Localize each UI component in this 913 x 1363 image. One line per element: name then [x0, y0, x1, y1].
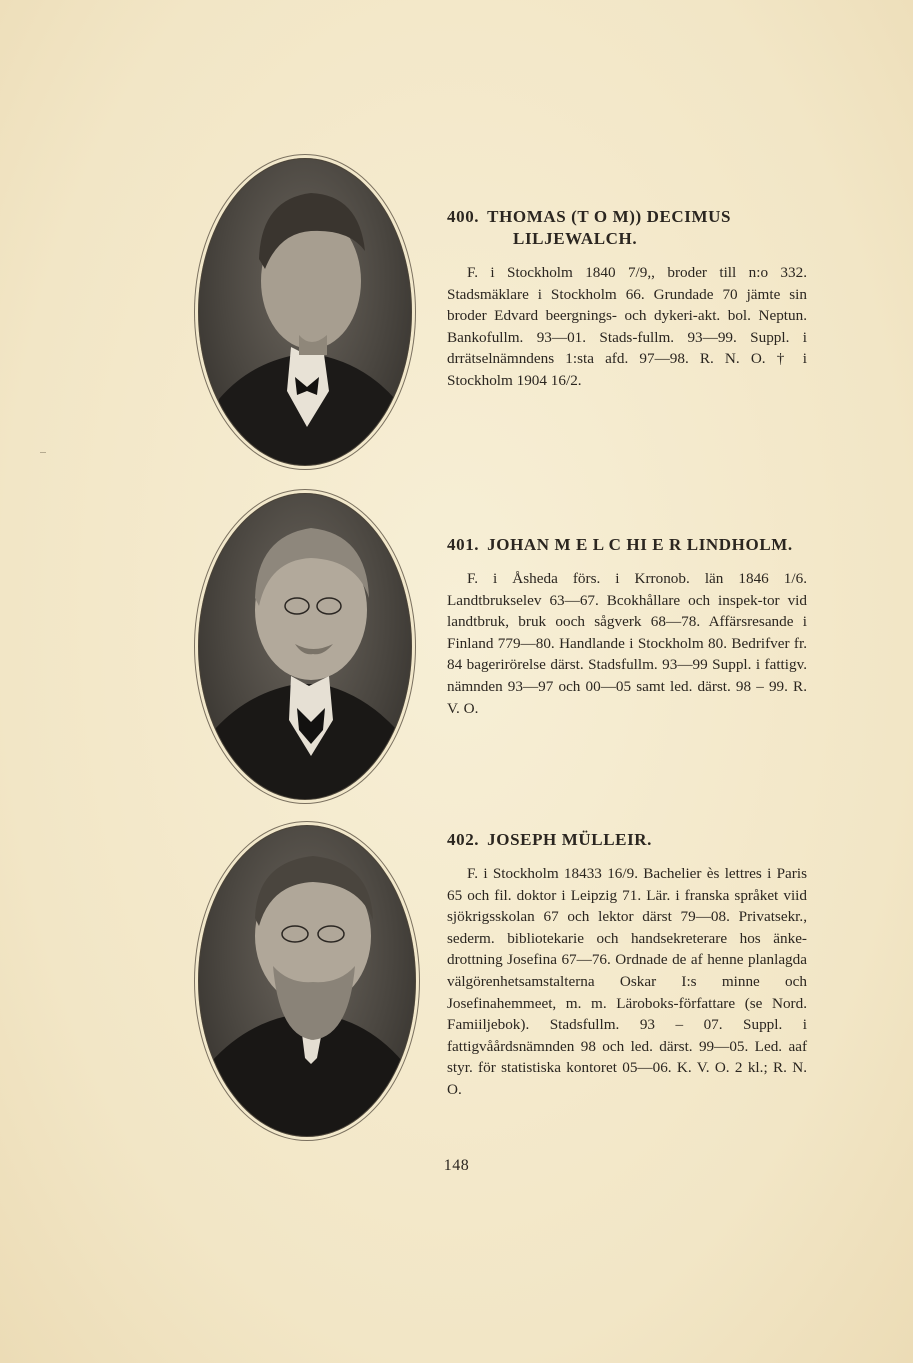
entry-name: JOHAN M E L C HI E R LINDHOLM. — [487, 535, 793, 554]
entry-text: F. i Stockholm 18433 16/9. Bachelier ès lettres i Paris 65 och fil. doktor i Leipzig 71. Lär. i franska språket viid sjökrigsskolan 67 och lektor därst 79—08. Privatsekr., sederm. bibliotekarie och handsekreterare hos änke-drottning Josefina 67—76. Ordnade de af henne planlagda välgörenhetsamstalterna Oskar I:s minne och Josefinahemmeet, m. m. Läroboks-författare (se Nord. Famiiljebok). Stadsfullm. 93 – 07. Suppl. i fattigvåårdsnämnden 98 och led. därst. 99—05. Led. aaf styr. för statistiska kontoret 05—06. K. V. O. 2 kl.; R. N. O. — [447, 865, 807, 1098]
portrait-photo-401 — [198, 493, 412, 800]
entry-name-continued: LILJEWALCH. — [513, 229, 638, 248]
entry-heading — [447, 206, 807, 250]
portrait-photo-400 — [198, 158, 412, 466]
portrait-silhouette-401 — [199, 494, 411, 799]
entry-name: THOMAS (T O M)) DECIMUS — [487, 207, 732, 226]
entry-number: 401. — [447, 535, 480, 554]
entry-number: 402. — [447, 830, 480, 849]
biography-entry-400 — [447, 206, 807, 392]
portrait-silhouette-402 — [199, 826, 415, 1136]
biography-entry-402 — [447, 829, 807, 1101]
biography-entry-401 — [447, 534, 807, 719]
page-number: 148 — [443, 1157, 470, 1174]
entry-number: 400. — [447, 207, 480, 226]
entry-text: F. i Åsheda förs. i Krronob. län 1846 1/6. Landtbrukselev 63—67. Bcokhållare och inspek-tor vid landtbruk, bruk ooch sågverk 68—78. Affärsresande i Finland 779—80. Handlande i Stockholm 80. Bedrifver fr. 84 bagerirörelse därst. Stadsfullm. 93—99 Suppl. i fattigv. nämnden 93—97 och 00—05 samt led. därst. 98 – 99. R. V. O. — [447, 570, 807, 717]
entry-name: JOSEPH MÜLLEIR. — [487, 830, 653, 849]
entry-heading — [447, 829, 807, 851]
entry-text: F. i Stockholm 1840 7/9,, broder till n:o 332. Stadsmäklare i Stockholm 66. Grundade 70 jämte sin broder Edvard beergnings- och dykeri-akt. bol. Neptun. Bankofullm. 93—01. Stads-fullm. 93—99. Suppl. i drrätselnämndens 1:sta afd. 97—98. R. N. O. † i Stockholm 1904 16/2. — [447, 264, 807, 389]
portrait-silhouette-400 — [199, 159, 411, 465]
entry-heading — [447, 534, 807, 556]
margin-mark — [40, 452, 46, 453]
portrait-photo-402 — [198, 825, 416, 1137]
